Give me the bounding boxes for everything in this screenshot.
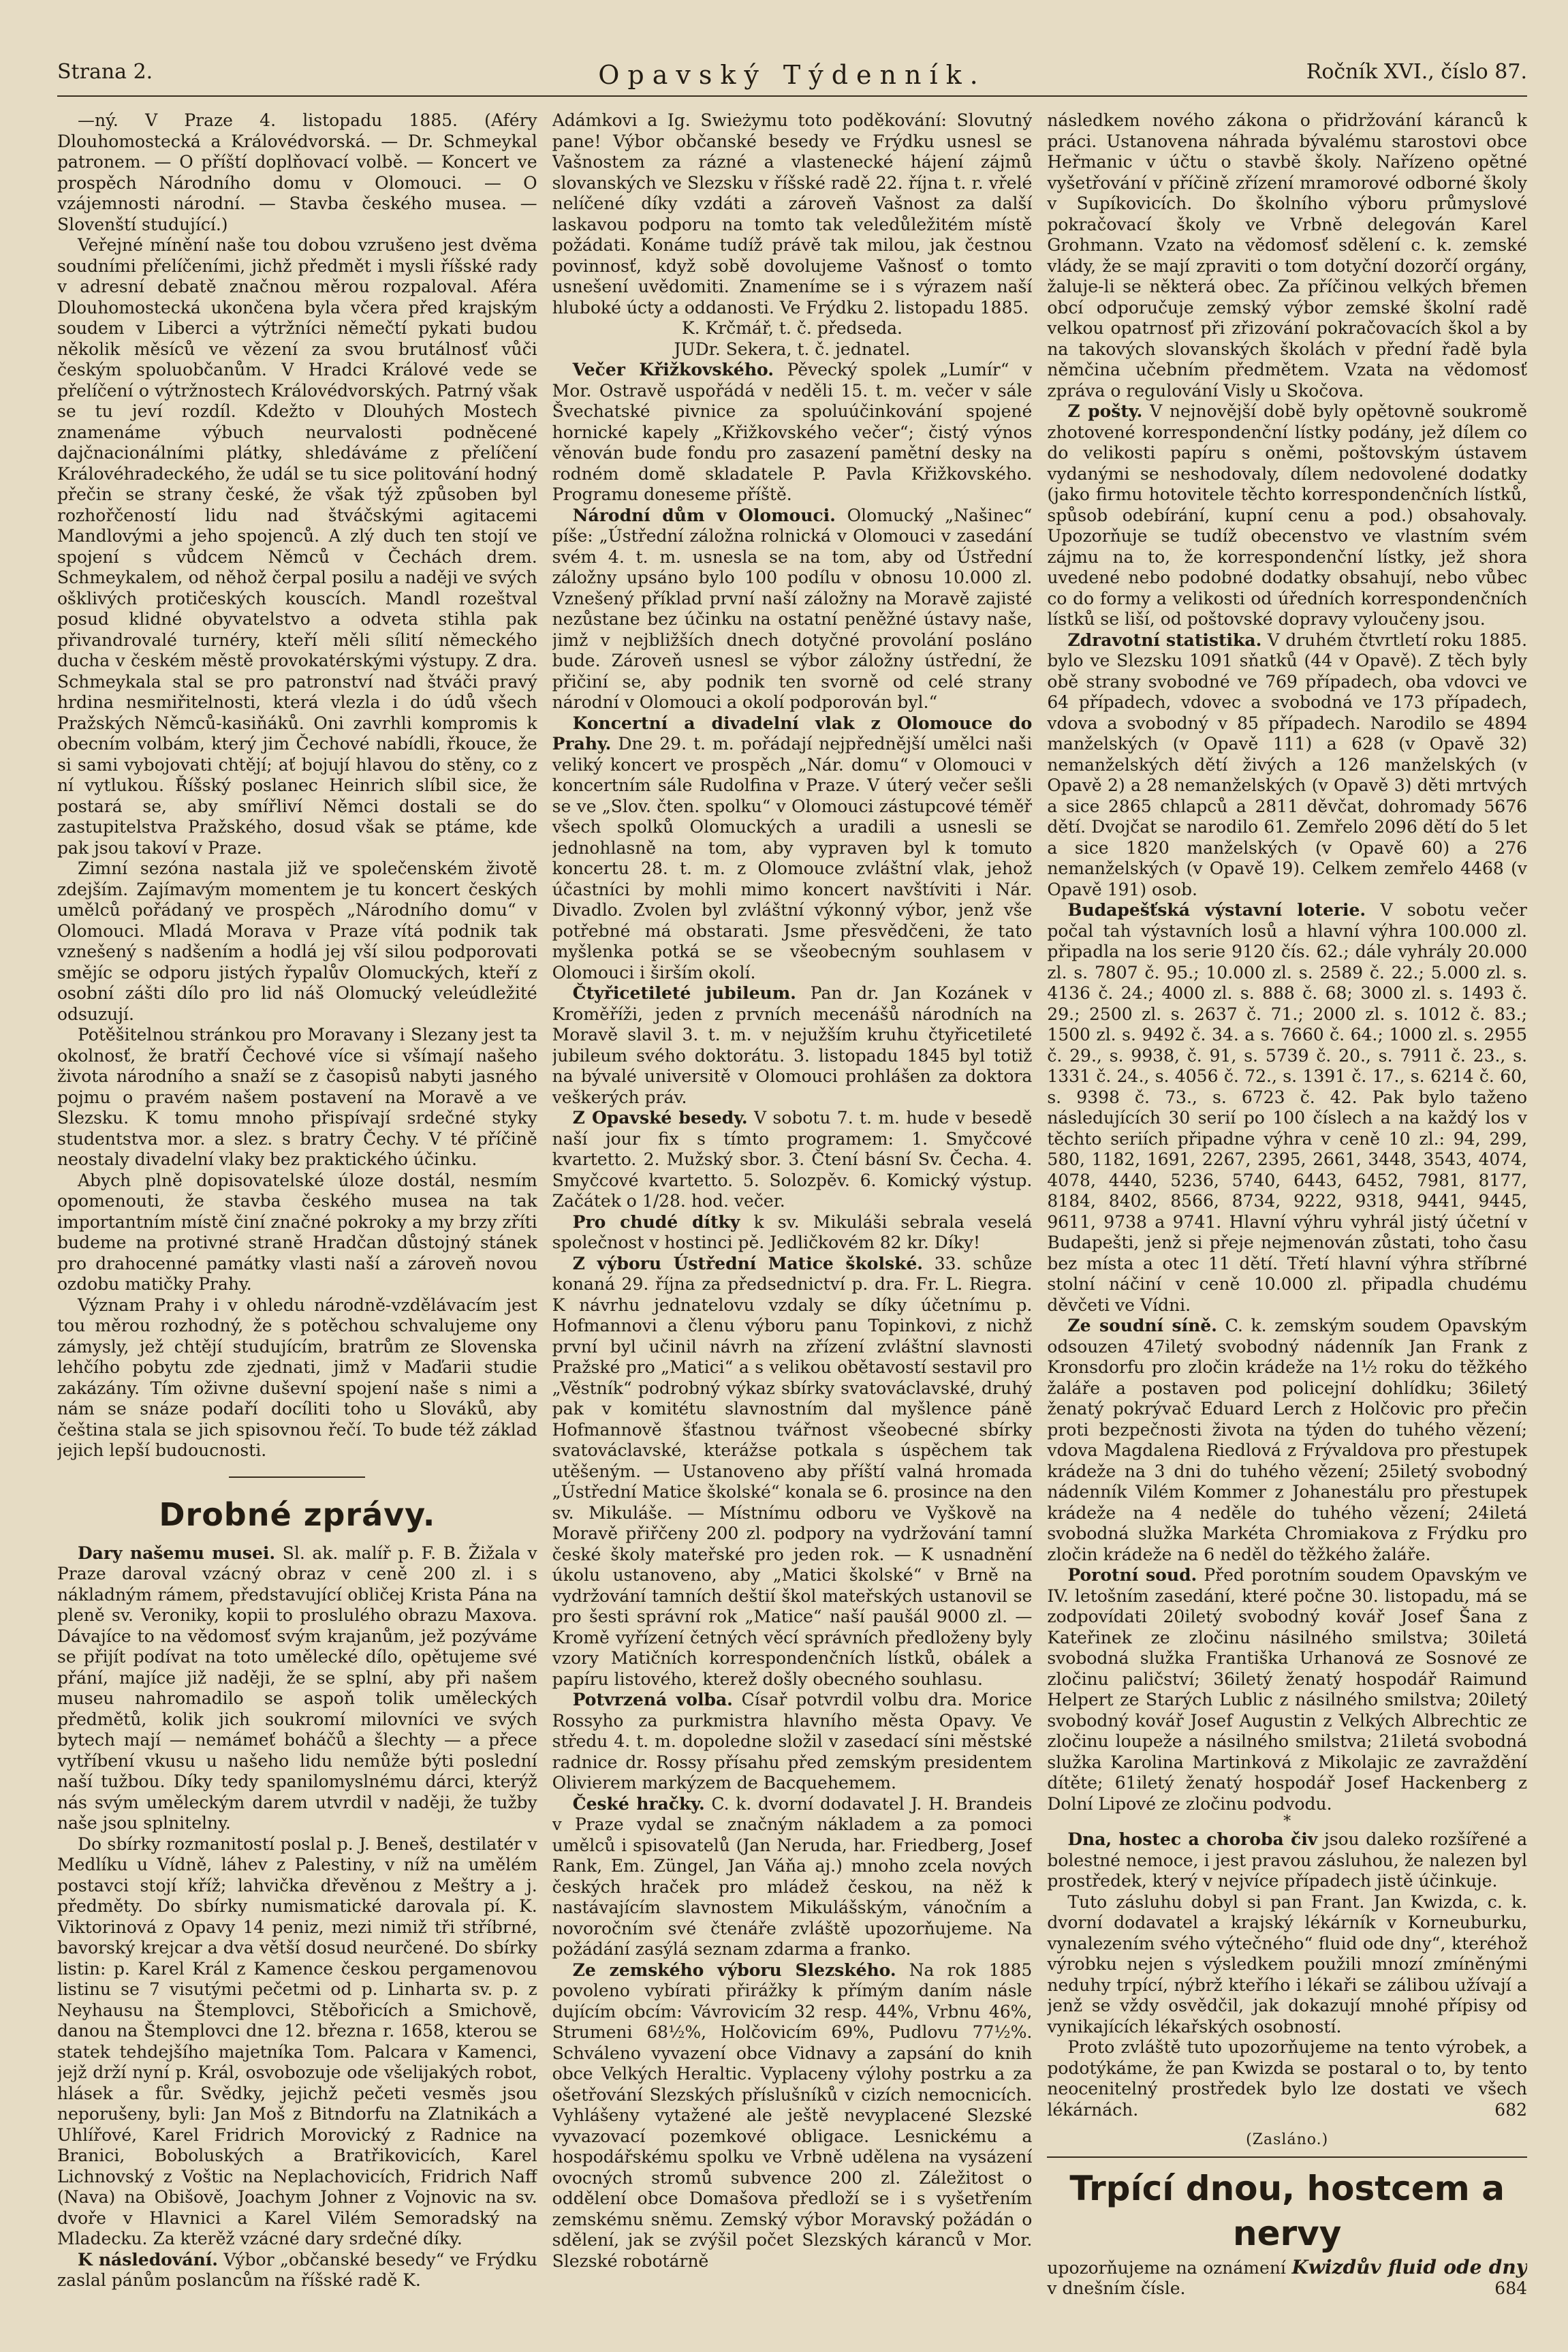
column-1 bbox=[57, 110, 537, 2352]
advert-article-paragraph bbox=[1047, 2037, 1527, 2120]
news-text: Sl. ak. malíř p. F. B. Žižala v Praze daroval vzácný obraz v ceně 200 zl. i s nákladným rámem, představující obličej Krista Pána na pleně sv. Veroniky, kopii to proslulého obrazu Maxova. Dávajíce to na vědomosť svým krajanům, jež pozýváme se přijít podívat na toto umělecké dílo, opětujeme své přání, majíce již naději, že se splní, aby při našem museu nahromadilo se aspoň tolik uměleckých předmětů, kolik jich soukromí milovníci ve svých bytech mají — nemámeť boháčů a šlechty — a přece vytříbení vkusu u našeho lidu nemůže býti poslední naší tužbou. Díky tedy spanilomyslnému dárci, kterýž nás svým uměleckým darem utvrdil v naději, že tužby naše jsou splnitelny. bbox=[57, 1543, 537, 1833]
separator-asterisk: * bbox=[1283, 1813, 1291, 1830]
ad-number: 684 bbox=[1494, 2278, 1528, 2298]
newspaper-title: Opavský Týdenník. bbox=[598, 60, 986, 90]
news-item bbox=[1047, 1316, 1527, 1565]
news-text: V sobotu večer počal tah výstavních losů a hlavní výhra 100.000 zl. připadla na los serie 9120 čís. 62.; dále vyhrály 20.000 zl. s. 7807 č. 95.; 10.000 zl. s. 2589 č. 22.; 5.000 zl. s. 4136 č. 24.; 4000 zl. s. 888 č. 68; 3000 zl. s. 1493 č. 29.; 2500 zl. s. 2637 č. 71.; 2000 zl. s. 1012 č. 83.; 1500 zl. s. 9492 č. 34. a s. 7660 č. 64.; 1000 zl. s. 2955 č. 29., s. 9938, č. 91, s. 5739 č. 20., s. 7911 č. 23., s. 1331 č. 24., s. 4056 č. 72., s. 1391 č. 17., s. 6214 č. 60, s. 9398 č. 73., s. 6723 č. 42. Pak bylo taženo následujících 30 serií po 100 číslech a na každý los v těchto seriích připadne výhra v ceně 10 zl.: 94, 299, 580, 1182, 1691, 2267, 2395, 2661, 3448, 3543, 4074, 4078, 4440, 5236, 5740, 6443, 6452, 7981, 8177, 8184, 8402, 8566, 8734, 9222, 9318, 9441, 9445, 9611, 9738 a 9741. Hlavní výhru vyhrál jistý účetní v Budapešti, jenž si přeje nejmenován zůstati, toho času bez místa a otec 11 dětí. Třetí hlavní výhra stříbrné stolní náčiní v ceně 10.000 zl. připadla chudému děvčeti ve Vídni. bbox=[1047, 900, 1528, 1315]
columns bbox=[57, 110, 1527, 2352]
news-item bbox=[552, 1108, 1033, 1212]
news-heading: K následování. bbox=[78, 2249, 218, 2270]
prague-letter-paragraph: Veřejné mínění naše tou dobou vzrušeno jest dvěma soudními přelíčeními, jichž předmět i mysli říšské rady v adresní debatě značnou měrou rozpaloval. Aféra Dlouhomostecká ukončena byla včera před krajským soudem v Liberci a výtržníci němečtí pykati budou několik měsíců ve vězení za svou brutálnosť vůči českým spoluobčanům. V Hradci Králové vede se přelíčení o výtržnostech Královédvorských. Patrný však se tu jeví rozdíl. Kdežto v Dlouhých Mostech znamenáme výbuch neurvalosti podněcené dajčnacionálními plátky, shledáváme z přelíčení Královéhradeckého, že udál se tu sice politování hodný přečin se strany české, že však týž způsoben byl rozhořčeností lidu nad štváčskými agitacemi Mandlovými a jeho spojenců. A zlý duch ten stojí ve spojení s vůdcem Němců v Čechách drem. Schmeykalem, od něhož čerpal posilu a naději ve svých ošklivých protičeských kouscích. Mandl rozeštval posud klidné obyvatelstvo a odveta stihla pak přivandrovalé turnéry, kteří měli sílití německého ducha v českém městě provokatérskými výstupy. Z dra. Schmeykala stal se pro patronství nad štváči pravý hrdina nesmiřitelnosti, která vlezla i do údů všech Pražských Němců-kasiňáků. Oni zavrhli kompromis k obecním volbám, který jim Čechové nabídli, řkouce, že si sami vybojovati chtějí; ať bojují hlavou do stěny, co z ní vytlukou. Říšský poslanec Heinrich slíbil sice, že postará se, aby smířliví Němci dostali se do zastupitelstva Pražského, dosud však se ptáme, kde pak jsou takoví v Praze. bbox=[57, 235, 537, 858]
zaslano-label: (Zasláno.) bbox=[1246, 2131, 1329, 2148]
news-text: Císař potvrdil volbu dra. Morice Rossyho za purkmistra hlavního města Opavy. Ve středu 4. t. m. dopoledne složil v zasedací síni městské radnice dr. Rossy přísahu před zemským presidentem Olivierem markýzem de Bacquehemem. bbox=[552, 1690, 1033, 1793]
news-item: Do sbírky rozmanitostí poslal p. J. Beneš, destilatér v Medlíku u Vídně, láhev z Palestiny, v níž na umělém postavci stojí kříž; lahvička dřevěnou z Meštry a j. předměty. Do sbírky numismatické darovala pí. K. Viktorinová z Opavy 14 peniz, mezi nimiž tři stříbrné, bavorský krejcar a dva větší dosud neurčené. Do sbírky listin: p. Karel Král z Kamence českou pergamenovou listinu se 7 visutými pečetmi od p. Linharta sv. p. z Neyhausu na Štemplovci, Stěbořicích a Smichově, danou na Štemplovci dne 12. března r. 1658, kterou se statek tehdejšího majetníka Tom. Palcara v Kamenci, jejž drží nyní p. Král, osvobozuje ode všelijakých robot, hlásek a fůr. Svědky, jejichž pečeti vesměs jsou neporušeny, byli: Jan Moš z Bitndorfu na Zlatnikách a Uhlířové, Karel Fridrich Morovický z Radnice na Branici, Boboluských a Bratřikovicích, Karel Lichnovský z Voštic na Neplachovicích, Fridrich Naff (Nava) na Obišově, Joachym Johner z Vojnovic na sv. dvoře v Hlavnici a Karel Vilém Semoradský na Mladecku. Za kterěž vzácné dary srdečné díky. bbox=[57, 1833, 537, 2248]
news-item bbox=[1047, 1565, 1527, 1814]
ad-text-pre: upozorňujeme na oznámení bbox=[1047, 2257, 1286, 2278]
news-text: k sv. Mikuláši sebrala veselá společnost v hostinci pě. Jedličkovém 82 kr. Díky! bbox=[552, 1211, 1033, 1252]
news-heading: Zdravotní statistika. bbox=[1067, 630, 1262, 650]
news-item bbox=[552, 713, 1033, 984]
article-number: 682 bbox=[1494, 2099, 1528, 2120]
news-heading: Z pošty. bbox=[1067, 401, 1143, 421]
news-text: Před porotním soudem Opavským ve IV. letošním zasedání, které počne 30. listopadu, má se zodpovídati 20iletý svobodný kovář Josef Šana z Kateřinek ze zločinu násilného smilstva; 30iletá svobodná služka Františka Urhanová ze Sosnové ze zločinu paličství; 36iletý ženatý hospodář Raimund Helpert ze Starých Lublic z násilného smilstva; 20iletý svobodný kovář Josef Augustin z Velkých Albrechtic ze zločinu loupeže a násilného smilstva; 21iletá svobodná služka Karolina Martinková z Mikolajic ze zavraždění dítěte; 61iletý ženatý hospodář Josef Hackenberg z Dolní Lipové ze zločinu podvodu. bbox=[1047, 1565, 1528, 1814]
news-text: V druhém čtvrtletí roku 1885. bylo ve Slezsku 1091 sňatků (44 v Opavě). Z těch byly obě strany svobodné ve 769 případech, oba vdovci ve 64 případech, vdovec a svobodná ve 173 případech, vdova a svobodný v 85 případech. Narodilo se 4894 manželských (v Opavě 111) a 628 (v Opavě 32) nemanželských dětí živých a 126 manželských (v Opavě 2) a 28 nemanželských (v Opavě 3) děti mrtvých a sice 2865 chlapců a 2811 děvčat, dohromady 5676 dětí. Dvojčat se narodilo 61. Zemřelo 2096 dětí do 5 let a sice 1820 manželských (v Opavě 60) a 276 nemanželských (v Opavě 19). Celkem zemřelo 4468 (v Opavě 191) osob. bbox=[1047, 630, 1528, 899]
news-item bbox=[1047, 401, 1527, 630]
news-item bbox=[552, 983, 1033, 1108]
volume-issue: Ročník XVI., číslo 87. bbox=[1306, 60, 1527, 84]
news-heading: Potvrzená volba. bbox=[572, 1690, 733, 1709]
ad-product-name: Kwizdův fluid ode dny bbox=[1291, 2255, 1527, 2278]
signature-secretary: JUDr. Sekera, t. č. jednatel. bbox=[674, 339, 911, 359]
news-item bbox=[552, 1960, 1033, 2272]
advert-article-paragraph: Tuto zásluhu dobyl si pan Frant. Jan Kwizda, c. k. dvorní dodavatel a krajský lékárník v Korneuburku, vynalezením svého výtečného“ fluid ode dny“, kteréhož výrobku nejen s výsledkem použili mnozí zmíněnými neduhy trpící, nýbrž kteřího i lékaři se zálibou užívají a jenž se vždy osvědčil, jak dokazují mnohé přípisy od vynikajících lékařských osobností. bbox=[1047, 1891, 1528, 2037]
news-heading: Dna, hostec a choroba čiv bbox=[1067, 1829, 1318, 1849]
news-item bbox=[552, 1690, 1033, 1794]
news-item bbox=[57, 2250, 537, 2291]
news-item bbox=[552, 360, 1033, 506]
ad-text-post: v dnešním čísle. bbox=[1047, 2278, 1186, 2298]
news-heading: Ze soudní síně. bbox=[1067, 1316, 1217, 1335]
news-item bbox=[57, 1543, 537, 1834]
section-title-drobne-zpravy: Drobné zprávy. bbox=[159, 1496, 436, 1533]
ad-text bbox=[1047, 2257, 1527, 2300]
news-continuation: následkem nového zákona o přidržování káranců k práci. Ustanovena náhrada bývalému starostovi obce Heřmanic v účtu o stavbě školy. Nařízeno opětné vyšetřování v příčině zřízení mramorové odborné školy v Supíkovicích. Do školního výboru průmyslové pokračovací školy ve Vrbně delegován Karel Grohmann. Vzato na vědomosť sdělení c. k. zemské vlády, že se mají zpraviti o tom dotyční dozorčí orgány, žaluje-li se některá obec. Za příčinou velkých břemen obcí odporučuje zemský výbor zemské školní radě velkou opatrnosť při zřizování pokračovacích škol a by na takových slovanských školách v přední řadě byla němčina učebním předmětem. Vzata na vědomosť zpráva o regulování Visly u Skočova. bbox=[1047, 110, 1528, 401]
column-2 bbox=[552, 110, 1033, 2352]
page-header bbox=[57, 48, 1527, 97]
news-text: Výbor „občanské besedy“ ve Frýdku zaslal pánům poslancům na říšské radě K. bbox=[57, 2249, 537, 2290]
news-heading: Večer Křižkovského. bbox=[572, 360, 774, 380]
news-text: Olomucký „Našinec“ píše: „Ústřední záložna rolnická v Olomouci v zasedání svém 4. t. m. usnesla se na tom, aby od Ústřední záložny upsáno bylo 100 podílu v obnosu 10.000 zl. Vznešený příklad první naší záložny na Moravě zajisté nezůstane bez účinku na ostatní peněžné ústavy naše, jimž v nejbližších dnech dotyčné provolání posláno bude. Zároveň usnesl se výbor záložny ústřední, že přičiní se, aby podnik ten svorně od celé strany národní v Olomouci a okolí podporován byl.“ bbox=[552, 505, 1033, 712]
news-text: Pan dr. Jan Kozánek v Kroměříži, jeden z prvních mecenášů národních na Moravě slavil 3. t. m. v nejužším kruhu čtyřicetileté jubileum svého doktorátu. 3. listopadu 1845 byl totiž na bývalé universitě v Olomouci prohlášen za doktora veškerých práv. bbox=[552, 983, 1033, 1107]
news-heading: Budapešťská výstavní loterie. bbox=[1067, 900, 1366, 920]
news-text: V sobotu 7. t. m. hude v besedě naší jour fix s tímto programem: 1. Smyčcové kvartetto. 2. Mužský sbor. 3. Čtení básní Sv. Čecha. 4. Smyčcové kvartetto. 5. Solozpěv. 6. Komický výstup. Začátek o 1/28. hod. večer. bbox=[552, 1108, 1033, 1211]
news-heading: Pro chudé dítky bbox=[572, 1211, 740, 1232]
news-text: C. k. zemským soudem Opavským odsouzen 47iletý svobodný nádenník Jan Frank z Kronsdorfu pro zločin krádeže na 1½ roku do těžkého žaláře a postaven pod policejní dohlídku; 36iletý ženatý pokrývač Eduard Lerch z Holčovic pro přečin proti bezpečnosti života na týden do tuhého vězení; vdova Magdalena Riedlová z Frývaldova pro přestupek krádeže na 3 dni do tuhého vězení; 25iletý svobodný nádenník Vilém Kommer z Johanestálu pro přestupek krádeže na 4 neděle do tuhého vězení; 24iletá svobodná služka Markéta Chromiakova z Frýdku pro zločin krádeže na 6 neděl do těžkého žaláře. bbox=[1047, 1316, 1528, 1564]
news-text: Na rok 1885 povoleno vybírati přirážky k přímým daním násle dujícím obcím: Vávrovicím 32 resp. 44%, Vrbnu 46%, Strumeni 68½%, Holčovicím 69%, Pudlovu 77½%. Schváleno vyvazení obce Vidnavy a zapsání do knih obce Velkých Heraltic. Vyplaceny výlohy postrku a za ošetřování Slezských příslušníků v cizích nemocnicích. Vyhlášeny vytažené ale ještě nevyplacené Slezské vyvazovací pozemkové obligace. Lesnickému a hospodářskému spolku ve Vrbně udělena na vysázení ovocných stromů subvence 200 zl. Záležitost o oddělení obce Domašova předloží se i s vyšetřením zemskému sněmu. Zemský výbor Moravský požádán o sdělení, jak se zvýšil počet Slezských káranců v Mor. Slezské robotárně bbox=[552, 1960, 1033, 2271]
news-text: Pěvecký spolek „Lumír“ v Mor. Ostravě uspořádá v neděli 15. t. m. večer v sále Švechatské pivnice za spoluúčinkování spojené hornické kapely „Křižkovského večer“; čistý výnos věnován bude fondu pro zasazení pamětní desky na rodném domě skladatele P. Pavla Křižkovského. Programu doneseme příště. bbox=[552, 360, 1033, 504]
news-heading: České hračky. bbox=[572, 1793, 705, 1814]
news-item bbox=[552, 1254, 1033, 1690]
column-3 bbox=[1047, 110, 1527, 2352]
prague-letter-paragraph: Význam Prahy i v ohledu národně-vzdělávacím jest tou měrou rozhodný, že s potěchou schvalujeme ony zámysly, jež chtějí studujícím, bratrům ze Slovenska lehčího pobytu zde zjednati, jimž v Maďarii studie zakázány. Tím oživne duševní spojení naše s nimi a nám se snáze podaří docíliti toho u Slováků, aby čeština stala se jich spisovnou řečí. To bude též základ jejich lepší budoucnosti. bbox=[57, 1295, 537, 1460]
news-heading: Národní dům v Olomouci. bbox=[572, 505, 836, 525]
news-item bbox=[552, 506, 1033, 713]
ad-title: Trpící dnou, hostcem a nervy bbox=[1069, 2168, 1505, 2253]
news-text: C. k. dvorní dodavatel J. H. Brandeis v Praze vydal se značným nákladem a za pomoci umělců i spisovatelů (Jan Neruda, har. Friedberg, Josef Rank, Em. Züngel, Jan Váňa aj.) mnoho zcela nových českých hraček pro mládež českou, na něž k nastávajícím slavnostem Mikulášským, vánočním a novoročním své čtenáře zvláště upozorňujeme. Na požádání zasýlá seznam zdarma a franko. bbox=[552, 1793, 1033, 1959]
news-heading: Z výboru Ústřední Matice školské. bbox=[572, 1253, 923, 1273]
news-text: V nejnovější době byly opětovně soukromě zhotovené korrespondenční lístky podány, jež dílem co do velikosti papíru s oněmi, poštovským ústavem vydanými se neshodovaly, dílem nedovolené dodatky (jako firmu hotovitele těchto korrespondenčních lístků, spůsob odebírání, kupní cenu a pod.) obsahovaly. Upozorňuje se tudíž obecenstvo ve vlastním svém zájmu na to, že korrespondenční lístky, jež shora uvedené nebo podobné dodatky obsahují, nebo vůbec co do formy a velikosti od úředních korrespondenčních lístků se liší, od poštovské dopravy vyloučeny jsou. bbox=[1047, 401, 1528, 629]
section-divider bbox=[229, 1476, 365, 1478]
prague-letter-intro: —ný. V Praze 4. listopadu 1885. (Aféry Dlouhomostecká a Královédvorská. — Dr. Schmeykal patronem. — O příští doplňovací volbě. — Koncert ve prospěch Národního domu v Olomouci. — O vzájemnosti národní. — Stavba českého musea. — Slovenští studující.) bbox=[57, 110, 537, 234]
news-heading: Ze zemského výboru Slezského. bbox=[572, 1960, 896, 1980]
news-item bbox=[552, 1794, 1033, 1960]
prague-letter-paragraph: Abych plně dopisovatelské úloze dostál, nesmím opomenouti, že stavba českého musea na tak importantním místě činí značné pokroky a my brzy zříti budeme na protivné straně Hradčan důstojný stánek pro drahocenné památky vlasti naší a zároveň novou ozdobu matičky Prahy. bbox=[57, 1170, 537, 1294]
news-item bbox=[1047, 630, 1527, 901]
news-text: 33. schůze konaná 29. října za předsednictví p. dra. Fr. L. Riegra. K návrhu jednatelovu vzdaly se díky účetnímu p. Hofmannovi a členu výboru panu Topinkovi, z nichž první byl učinil návrh na zřízení zvláštní slavnosti Pražské pro „Matici“ a s velikou obětavostí sestavil pro „Věstník“ podrobný výkaz sbírky svatováclavské, druhý pak v komitétu slavnostním dal myšlence páně Hofmannově šťastnou tvářnost všeobecné sbírky svatováclavské, kterážse potkala s úspěchem tak utěšeným. — Ustanoveno aby příští valná hromada „Ústřední Matice školské“ konala se 6. prosince na den sv. Mikuláše. — Místnímu odboru ve Vyškově na Moravě přiřčeny 200 zl. podpory na vydržování tamní české školy mateřské pro jeden rok. — K usnadnění úkolu ustanoveno, aby „Matici školské“ v Brně na vydržování tamních deštií škol mateřských ustanovil se pro šesti správní rok „Matice“ naší paušál 9000 zl. — Kromě vyřízení četných věcí správních předloženy byly vzory Matičních korrespondenčních lístků, obálek a papíru listového, kterež došly obecného souhlasu. bbox=[552, 1253, 1033, 1689]
page-number: Strana 2. bbox=[57, 60, 153, 84]
ad-divider bbox=[1047, 2156, 1527, 2158]
news-heading: Dary našemu musei. bbox=[78, 1543, 276, 1563]
signature-chair: K. Krčmář, t. č. předseda. bbox=[682, 318, 903, 338]
news-heading: Koncertní a divadelní vlak z Olomouce do Prahy. bbox=[552, 713, 1033, 754]
prague-letter-paragraph: Potěšitelnou stránkou pro Moravany i Slezany jest ta okolnosť, že bratří Čechové více si všímají našeho života národního a snaží se z časopisů nabyti jasného pojmu o pravém našem postavení na Moravě a ve Slezsku. K tomu mnoho přispívají srdečné styky studentstva mor. a slez. s bratry Čechy. V té příčině neostaly divadelní vlaky bez praktického účinku. bbox=[57, 1025, 537, 1169]
news-item bbox=[552, 1212, 1033, 1254]
news-heading: Čtyřicetileté jubileum. bbox=[572, 983, 796, 1003]
prague-letter-paragraph: Zimní sezóna nastala již ve společenském životě zdejším. Zajímavým momentem je tu koncert českých umělců pořádaný ve prospěch „Národního domu“ v Olomouci. Mladá Morava v Praze vítá podnik tak vznešený s nadšením a hodlá jej vší silou podporovati smějíc se odporu jistých řypalův Olomuckých, kteří z osobní zášti dílo pro lid náš Olomucký veleúdležité odsuzují. bbox=[57, 858, 537, 1024]
news-text: Proto zvláště tuto upozorňujeme na tento výrobek, a podotýkáme, že pan Kwizda se postaral o to, by tento neocenitelný prostředek bylo lze dostati ve všech lékárnách. bbox=[1047, 2037, 1528, 2120]
news-text: jsou daleko rozšířené a bolestné nemoce, i jest pravou zásluhou, že nalezen byl prostředek, který v nejvíce případech jistě účinkuje. bbox=[1047, 1829, 1528, 1891]
news-heading: Z Opavské besedy. bbox=[572, 1108, 748, 1128]
advert-article bbox=[1047, 1829, 1527, 1892]
news-heading: Porotní soud. bbox=[1067, 1565, 1197, 1585]
thanks-letter: Adámkovi a Ig. Swieżymu toto poděkování: Slovutný pane! Výbor občanské besedy ve Frýdku usnesl se Vašnostem za rázné a vlastenecké hájení zájmů slovanských ve Slezsku v říšské radě 22. října t. r. vřelé nelíčené díky vzdáti a zároveň Vašnost za další laskavou podporu na tomto tak veledůležitém místě požádati. Konáme tudíž právě tak milou, jak čestnou povinnosť, když sobě dovolujeme Vašnosť o tomto usnešení uvědomiti. Znameníme se i s výrazem naší hluboké úcty a oddanosti. Ve Frýdku 2. listopadu 1885. bbox=[552, 110, 1033, 318]
news-text: Dne 29. t. m. pořádají nejpřednější umělci naši veliký koncert ve prospěch „Nár. domu“ v Olomouci v koncertním sále Rudolfina v Praze. V úterý večer sešli se ve „Slov. čten. spolku“ v Olomouci zástupcové téměř všech spolků Olomuckých a uradili a usnesli se jednohlasně na tom, aby vypraven byl k tomuto koncertu 28. t. m. z Olomouce zvláštní vlak, jehož účastníci by mohli mimo koncert navštíviti i Nár. Divadlo. Zvolen byl zvláštní výkonný výbor, jenž vše potřebné má obstarati. Jsme přesvědčeni, že tato myšlenka potká se se všeobecným souhlasem v Olomouci i širším okolí. bbox=[552, 734, 1033, 982]
news-item bbox=[1047, 900, 1527, 1316]
